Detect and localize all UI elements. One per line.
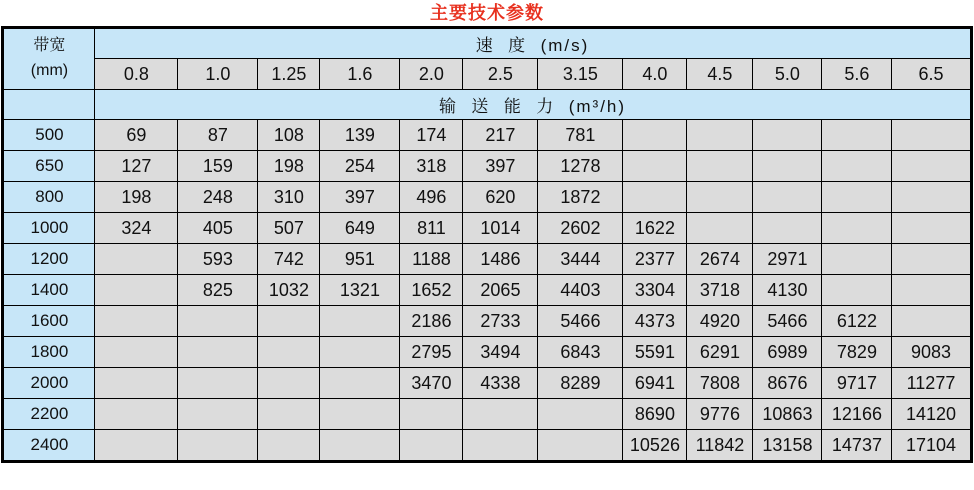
capacity-value-cell [463,430,538,462]
capacity-value-cell [892,244,971,275]
capacity-value-cell [178,337,258,368]
capacity-value-cell: 1278 [538,151,623,182]
capacity-value-cell: 248 [178,182,258,213]
capacity-value-cell [538,399,623,430]
capacity-value-cell: 6989 [753,337,822,368]
capacity-value-cell [822,182,892,213]
capacity-value-cell: 4130 [753,275,822,306]
capacity-value-cell: 8690 [623,399,687,430]
capacity-value-cell [320,306,400,337]
speed-value-cell: 4.0 [623,59,687,90]
speed-value-cell: 6.5 [892,59,971,90]
capacity-value-cell [822,244,892,275]
capacity-value-cell: 397 [463,151,538,182]
capacity-value-cell: 1321 [320,275,400,306]
speed-value-cell: 2.0 [400,59,463,90]
bandwidth-cell: 1000 [3,213,95,244]
capacity-value-cell: 12166 [822,399,892,430]
capacity-value-cell: 811 [400,213,463,244]
bandwidth-cell: 1200 [3,244,95,275]
capacity-value-cell: 6122 [822,306,892,337]
capacity-value-cell: 507 [258,213,320,244]
capacity-value-cell: 405 [178,213,258,244]
capacity-value-cell: 198 [258,151,320,182]
capacity-value-cell: 2674 [687,244,753,275]
capacity-value-cell: 159 [178,151,258,182]
capacity-value-cell: 6843 [538,337,623,368]
capacity-value-cell [320,430,400,462]
capacity-value-cell: 310 [258,182,320,213]
capacity-value-cell: 4338 [463,368,538,399]
capacity-value-cell: 2733 [463,306,538,337]
capacity-value-cell [258,430,320,462]
bandwidth-cell: 1800 [3,337,95,368]
capacity-value-cell [623,151,687,182]
capacity-value-cell [892,213,971,244]
capacity-value-cell: 7808 [687,368,753,399]
capacity-value-cell: 9717 [822,368,892,399]
capacity-value-cell: 6291 [687,337,753,368]
table-row [3,368,971,399]
header-row-speed-values [3,59,971,90]
capacity-value-cell [258,337,320,368]
capacity-value-cell: 174 [400,120,463,151]
capacity-value-cell: 1014 [463,213,538,244]
capacity-value-cell: 2971 [753,244,822,275]
capacity-value-cell [95,399,178,430]
bandwidth-header-cell [3,28,95,90]
bandwidth-cell: 1400 [3,275,95,306]
capacity-value-cell [892,120,971,151]
capacity-value-cell [178,399,258,430]
capacity-value-cell: 781 [538,120,623,151]
table-row [3,275,971,306]
capacity-value-cell: 11277 [892,368,971,399]
capacity-value-cell [753,151,822,182]
capacity-value-cell [178,306,258,337]
capacity-value-cell: 4920 [687,306,753,337]
speed-value-cell: 5.0 [753,59,822,90]
capacity-value-cell [95,368,178,399]
bandwidth-cell: 2000 [3,368,95,399]
bandwidth-header-label: 带宽 [33,37,66,55]
speed-value-cell: 3.15 [538,59,623,90]
capacity-value-cell: 4373 [623,306,687,337]
capacity-value-cell: 9083 [892,337,971,368]
capacity-value-cell: 397 [320,182,400,213]
speed-value-cell: 1.6 [320,59,400,90]
capacity-value-cell: 2602 [538,213,623,244]
capacity-value-cell: 6941 [623,368,687,399]
capacity-value-cell: 1486 [463,244,538,275]
capacity-value-cell: 1652 [400,275,463,306]
capacity-value-cell [95,275,178,306]
capacity-value-cell: 2377 [623,244,687,275]
table-header [3,28,971,120]
capacity-value-cell [753,213,822,244]
capacity-value-cell: 8289 [538,368,623,399]
capacity-value-cell [320,399,400,430]
capacity-value-cell [95,244,178,275]
capacity-value-cell [320,337,400,368]
capacity-value-cell: 7829 [822,337,892,368]
capacity-value-cell [822,213,892,244]
capacity-value-cell: 496 [400,182,463,213]
capacity-value-cell: 2795 [400,337,463,368]
speed-header-cell: 速 度 (m/s) [95,28,971,59]
capacity-value-cell: 1188 [400,244,463,275]
capacity-value-cell [753,120,822,151]
capacity-value-cell [623,120,687,151]
capacity-value-cell: 11842 [687,430,753,462]
capacity-value-cell: 1622 [623,213,687,244]
capacity-value-cell [687,151,753,182]
capacity-value-cell: 198 [95,182,178,213]
table-row [3,182,971,213]
capacity-value-cell: 14737 [822,430,892,462]
capacity-value-cell [400,430,463,462]
speed-value-cell: 0.8 [95,59,178,90]
capacity-value-cell [687,182,753,213]
capacity-header-cell: 输 送 能 力 (m³/h) [95,90,971,120]
bandwidth-cell: 1600 [3,306,95,337]
capacity-value-cell [95,337,178,368]
capacity-value-cell: 9776 [687,399,753,430]
bandwidth-header-unit: (mm) [30,62,69,79]
capacity-value-cell: 87 [178,120,258,151]
table-row [3,120,971,151]
bandwidth-cell: 800 [3,182,95,213]
table-row [3,151,971,182]
header-row-capacity [3,90,971,120]
capacity-value-cell [892,275,971,306]
capacity-value-cell [178,430,258,462]
capacity-value-cell [687,213,753,244]
capacity-value-cell: 5466 [753,306,822,337]
capacity-value-cell: 69 [95,120,178,151]
capacity-value-cell: 13158 [753,430,822,462]
capacity-value-cell: 217 [463,120,538,151]
capacity-value-cell: 8676 [753,368,822,399]
capacity-value-cell: 318 [400,151,463,182]
capacity-value-cell: 108 [258,120,320,151]
capacity-value-cell [687,120,753,151]
bandwidth-cell: 650 [3,151,95,182]
capacity-value-cell: 825 [178,275,258,306]
capacity-value-cell: 742 [258,244,320,275]
table-row [3,430,971,462]
capacity-value-cell [753,182,822,213]
table-row [3,399,971,430]
capacity-value-cell: 5591 [623,337,687,368]
capacity-value-cell: 593 [178,244,258,275]
capacity-value-cell: 17104 [892,430,971,462]
capacity-value-cell: 2186 [400,306,463,337]
capacity-value-cell [822,151,892,182]
bandwidth-cell: 2400 [3,430,95,462]
capacity-value-cell [320,368,400,399]
capacity-value-cell: 10526 [623,430,687,462]
capacity-value-cell: 10863 [753,399,822,430]
speed-value-cell: 2.5 [463,59,538,90]
table-row [3,306,971,337]
speed-value-cell: 5.6 [822,59,892,90]
capacity-value-cell: 5466 [538,306,623,337]
capacity-value-cell [822,275,892,306]
capacity-value-cell [463,399,538,430]
speed-value-cell: 4.5 [687,59,753,90]
capacity-value-cell: 951 [320,244,400,275]
capacity-value-cell [258,306,320,337]
capacity-value-cell [892,182,971,213]
table-row [3,244,971,275]
bandwidth-cell: 2200 [3,399,95,430]
capacity-value-cell: 254 [320,151,400,182]
capacity-value-cell: 3444 [538,244,623,275]
capacity-value-cell [95,430,178,462]
capacity-value-cell: 127 [95,151,178,182]
table-row [3,213,971,244]
capacity-header-spacer-cell [3,90,95,120]
capacity-value-cell: 2065 [463,275,538,306]
capacity-value-cell: 1032 [258,275,320,306]
capacity-value-cell: 620 [463,182,538,213]
capacity-value-cell [892,151,971,182]
capacity-value-cell [95,306,178,337]
capacity-value-cell: 1872 [538,182,623,213]
capacity-value-cell: 324 [95,213,178,244]
header-row-speed [3,28,971,59]
bandwidth-cell: 500 [3,120,95,151]
spec-table [1,26,972,463]
capacity-value-cell [178,368,258,399]
capacity-value-cell [400,399,463,430]
capacity-value-cell [892,306,971,337]
capacity-value-cell: 139 [320,120,400,151]
capacity-value-cell [538,430,623,462]
capacity-value-cell: 14120 [892,399,971,430]
table-row [3,337,971,368]
table-body [3,120,971,462]
capacity-value-cell: 3494 [463,337,538,368]
capacity-value-cell: 649 [320,213,400,244]
capacity-value-cell [258,399,320,430]
capacity-value-cell: 3304 [623,275,687,306]
capacity-value-cell: 4403 [538,275,623,306]
capacity-value-cell [822,120,892,151]
speed-value-cell: 1.25 [258,59,320,90]
capacity-value-cell: 3470 [400,368,463,399]
capacity-value-cell [623,182,687,213]
capacity-value-cell [258,368,320,399]
page-title: 主要技术参数 [430,3,544,23]
speed-value-cell: 1.0 [178,59,258,90]
capacity-value-cell: 3718 [687,275,753,306]
